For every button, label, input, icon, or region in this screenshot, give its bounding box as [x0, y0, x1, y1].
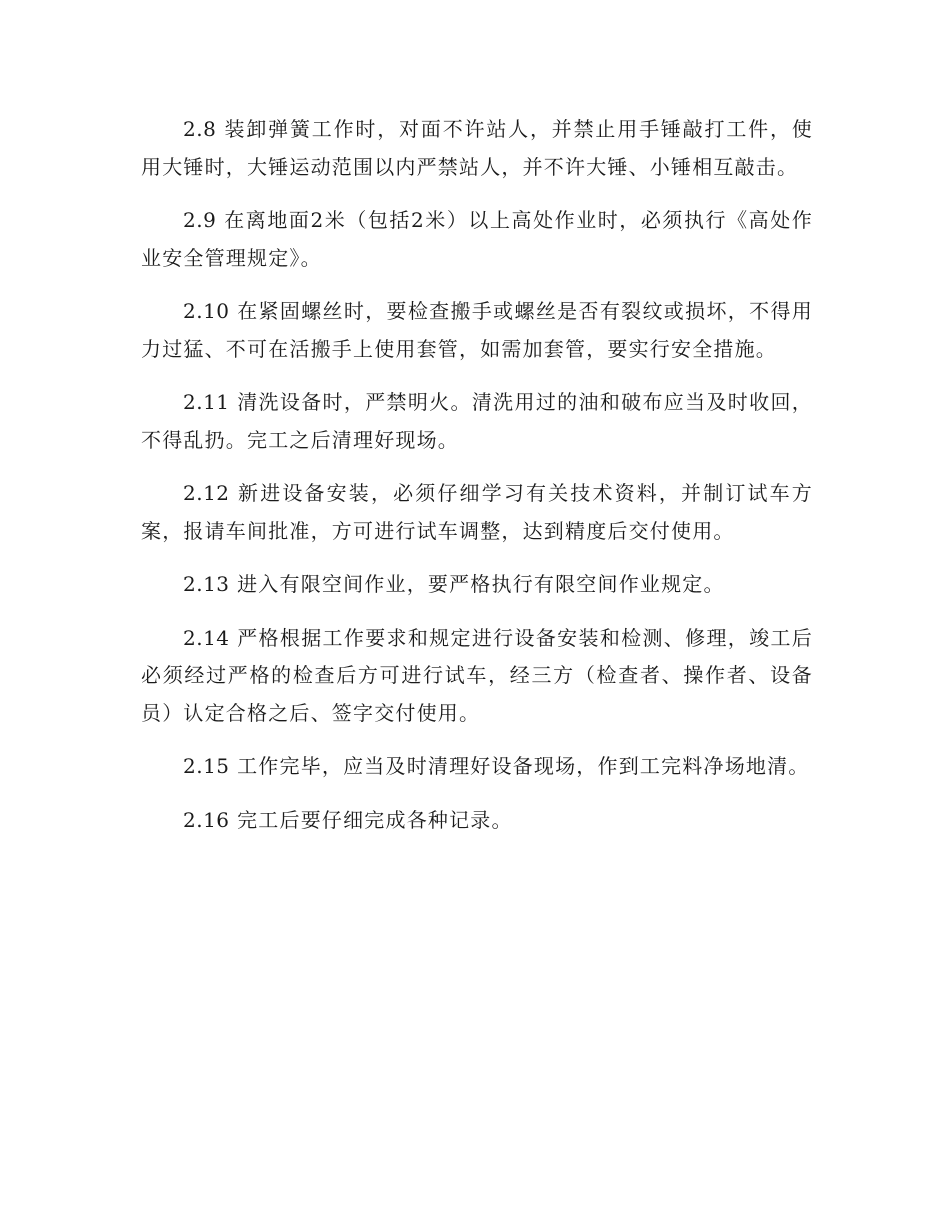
paragraph-2-13	[141, 566, 813, 604]
paragraph-number: 2.16	[183, 807, 230, 832]
paragraph-text: 在离地面2米（包括2米）以上高处作业时，必须执行《高处作业安全管理规定》。	[141, 208, 813, 270]
paragraph-2-9	[141, 202, 813, 277]
paragraph-number: 2.12	[183, 481, 230, 505]
paragraph-number: 2.15	[183, 754, 230, 778]
paragraph-text: 严格根据工作要求和规定进行设备安装和检测、修理，竣工后必须经过严格的检查后方可进行试车，经三方（检查者、操作者、设备员）认定合格之后、签字交付使用。	[141, 625, 813, 725]
paragraph-number: 2.9	[183, 208, 217, 232]
paragraph-number: 2.10	[183, 299, 230, 323]
paragraph-text: 进入有限空间作业，要严格执行有限空间作业规定。	[237, 572, 725, 596]
paragraph-text: 清洗设备时，严禁明火。清洗用过的油和破布应当及时收回，不得乱扔。完工之后清理好现场。	[141, 390, 813, 452]
paragraph-number: 2.11	[183, 390, 230, 414]
paragraph-number: 2.8	[183, 117, 217, 141]
paragraph-text: 工作完毕，应当及时清理好设备现场，作到工完料净场地清。	[237, 754, 810, 778]
paragraph-text: 装卸弹簧工作时，对面不许站人，并禁止用手锤敲打工件，使用大锤时，大锤运动范围以内严禁站人，并不许大锤、小锤相互敲击。	[141, 117, 813, 179]
paragraph-2-16	[141, 802, 813, 840]
paragraph-text: 新进设备安装，必须仔细学习有关技术资料，并制订试车方案，报请车间批准，方可进行试车调整，达到精度后交付使用。	[141, 481, 813, 543]
paragraph-2-10	[141, 293, 813, 368]
paragraph-2-14	[141, 620, 813, 733]
document-body	[141, 111, 813, 855]
paragraph-text: 完工后要仔细完成各种记录。	[237, 807, 513, 832]
paragraph-2-11	[141, 384, 813, 459]
paragraph-number: 2.14	[183, 625, 230, 650]
paragraph-2-12	[141, 475, 813, 550]
paragraph-2-15	[141, 748, 813, 786]
paragraph-text: 在紧固螺丝时，要检查搬手或螺丝是否有裂纹或损坏，不得用力过猛、不可在活搬手上使用套管，如需加套管，要实行安全措施。	[141, 299, 813, 361]
paragraph-number: 2.13	[183, 572, 230, 596]
paragraph-2-8	[141, 111, 813, 186]
